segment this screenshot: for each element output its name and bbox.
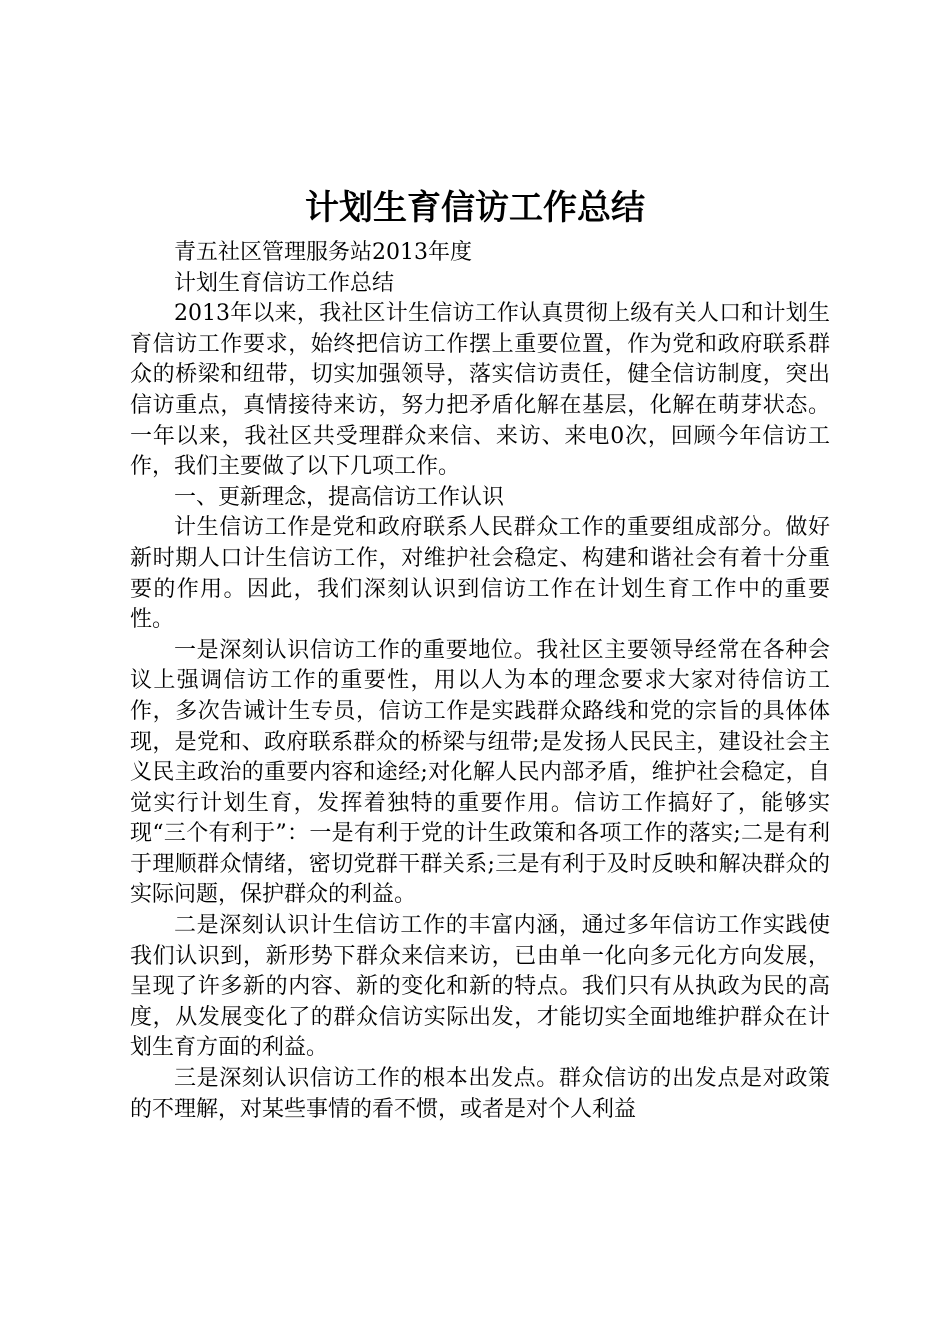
header-line-station: 青五社区管理服务站2013年度 bbox=[174, 240, 472, 265]
paragraph-point-2: 二是深刻认识计生信访工作的丰富内涵，通过多年信访工作实践使我们认识到，新形势下群众来信来访，已由单一化向多元化方向发展，呈现了许多新的内容、新的变化和新的特点。我们只有从执政为民的高度，从发展变化了的群众信访实际出发，才能切实全面地维护群众在计划生育方面的利益。 bbox=[130, 913, 830, 1061]
header-line-subtitle: 计划生育信访工作总结 bbox=[174, 270, 395, 296]
paragraph-point-3: 三是深刻认识信访工作的根本出发点。群众信访的出发点是对政策的不理解，对某些事情的看不惯，或者是对个人利益 bbox=[130, 1066, 830, 1122]
document-body bbox=[130, 238, 830, 1125]
paragraph-importance: 计生信访工作是党和政府联系人民群众工作的重要组成部分。做好新时期人口计生信访工作，对维护社会稳定、构建和谐社会有着十分重要的作用。因此，我们深刻认识到信访工作在计划生育工作中的重要性。 bbox=[130, 515, 830, 633]
paragraph-point-1: 一是深刻认识信访工作的重要地位。我社区主要领导经常在各种会议上强调信访工作的重要性，用以人为本的理念要求大家对待信访工作，多次告诫计生专员，信访工作是实践群众路线和党的宗旨的具体体现，是党和、政府联系群众的桥梁与纽带;是发扬人民民主，建设社会主义民主政治的重要内容和途经;对化解人民内部矛盾，维护社会稳定，自觉实行计划生育，发挥着独特的重要作用。信访工作搞好了，能够实现“三个有利于”：一是有利于党的计生政策和各项工作的落实;二是有利于理顺群众情绪，密切党群干群关系;三是有利于及时反映和解决群众的实际问题，保护群众的利益。 bbox=[130, 637, 830, 908]
paragraph-intro: 2013年以来，我社区计生信访工作认真贯彻上级有关人口和计划生育信访工作要求，始终把信访工作摆上重要位置，作为党和政府联系群众的桥梁和纽带，切实加强领导，落实信访责任，健全信访制度，突出信访重点，真情接待来访，努力把矛盾化解在基层，化解在萌芽状态。一年以来，我社区共受理群众来信、来访、来电0次，回顾今年信访工作，我们主要做了以下几项工作。 bbox=[130, 301, 830, 480]
section-heading-1: 一、更新理念，提高信访工作认识 bbox=[174, 484, 505, 510]
document-title: 计划生育信访工作总结 bbox=[305, 188, 645, 228]
